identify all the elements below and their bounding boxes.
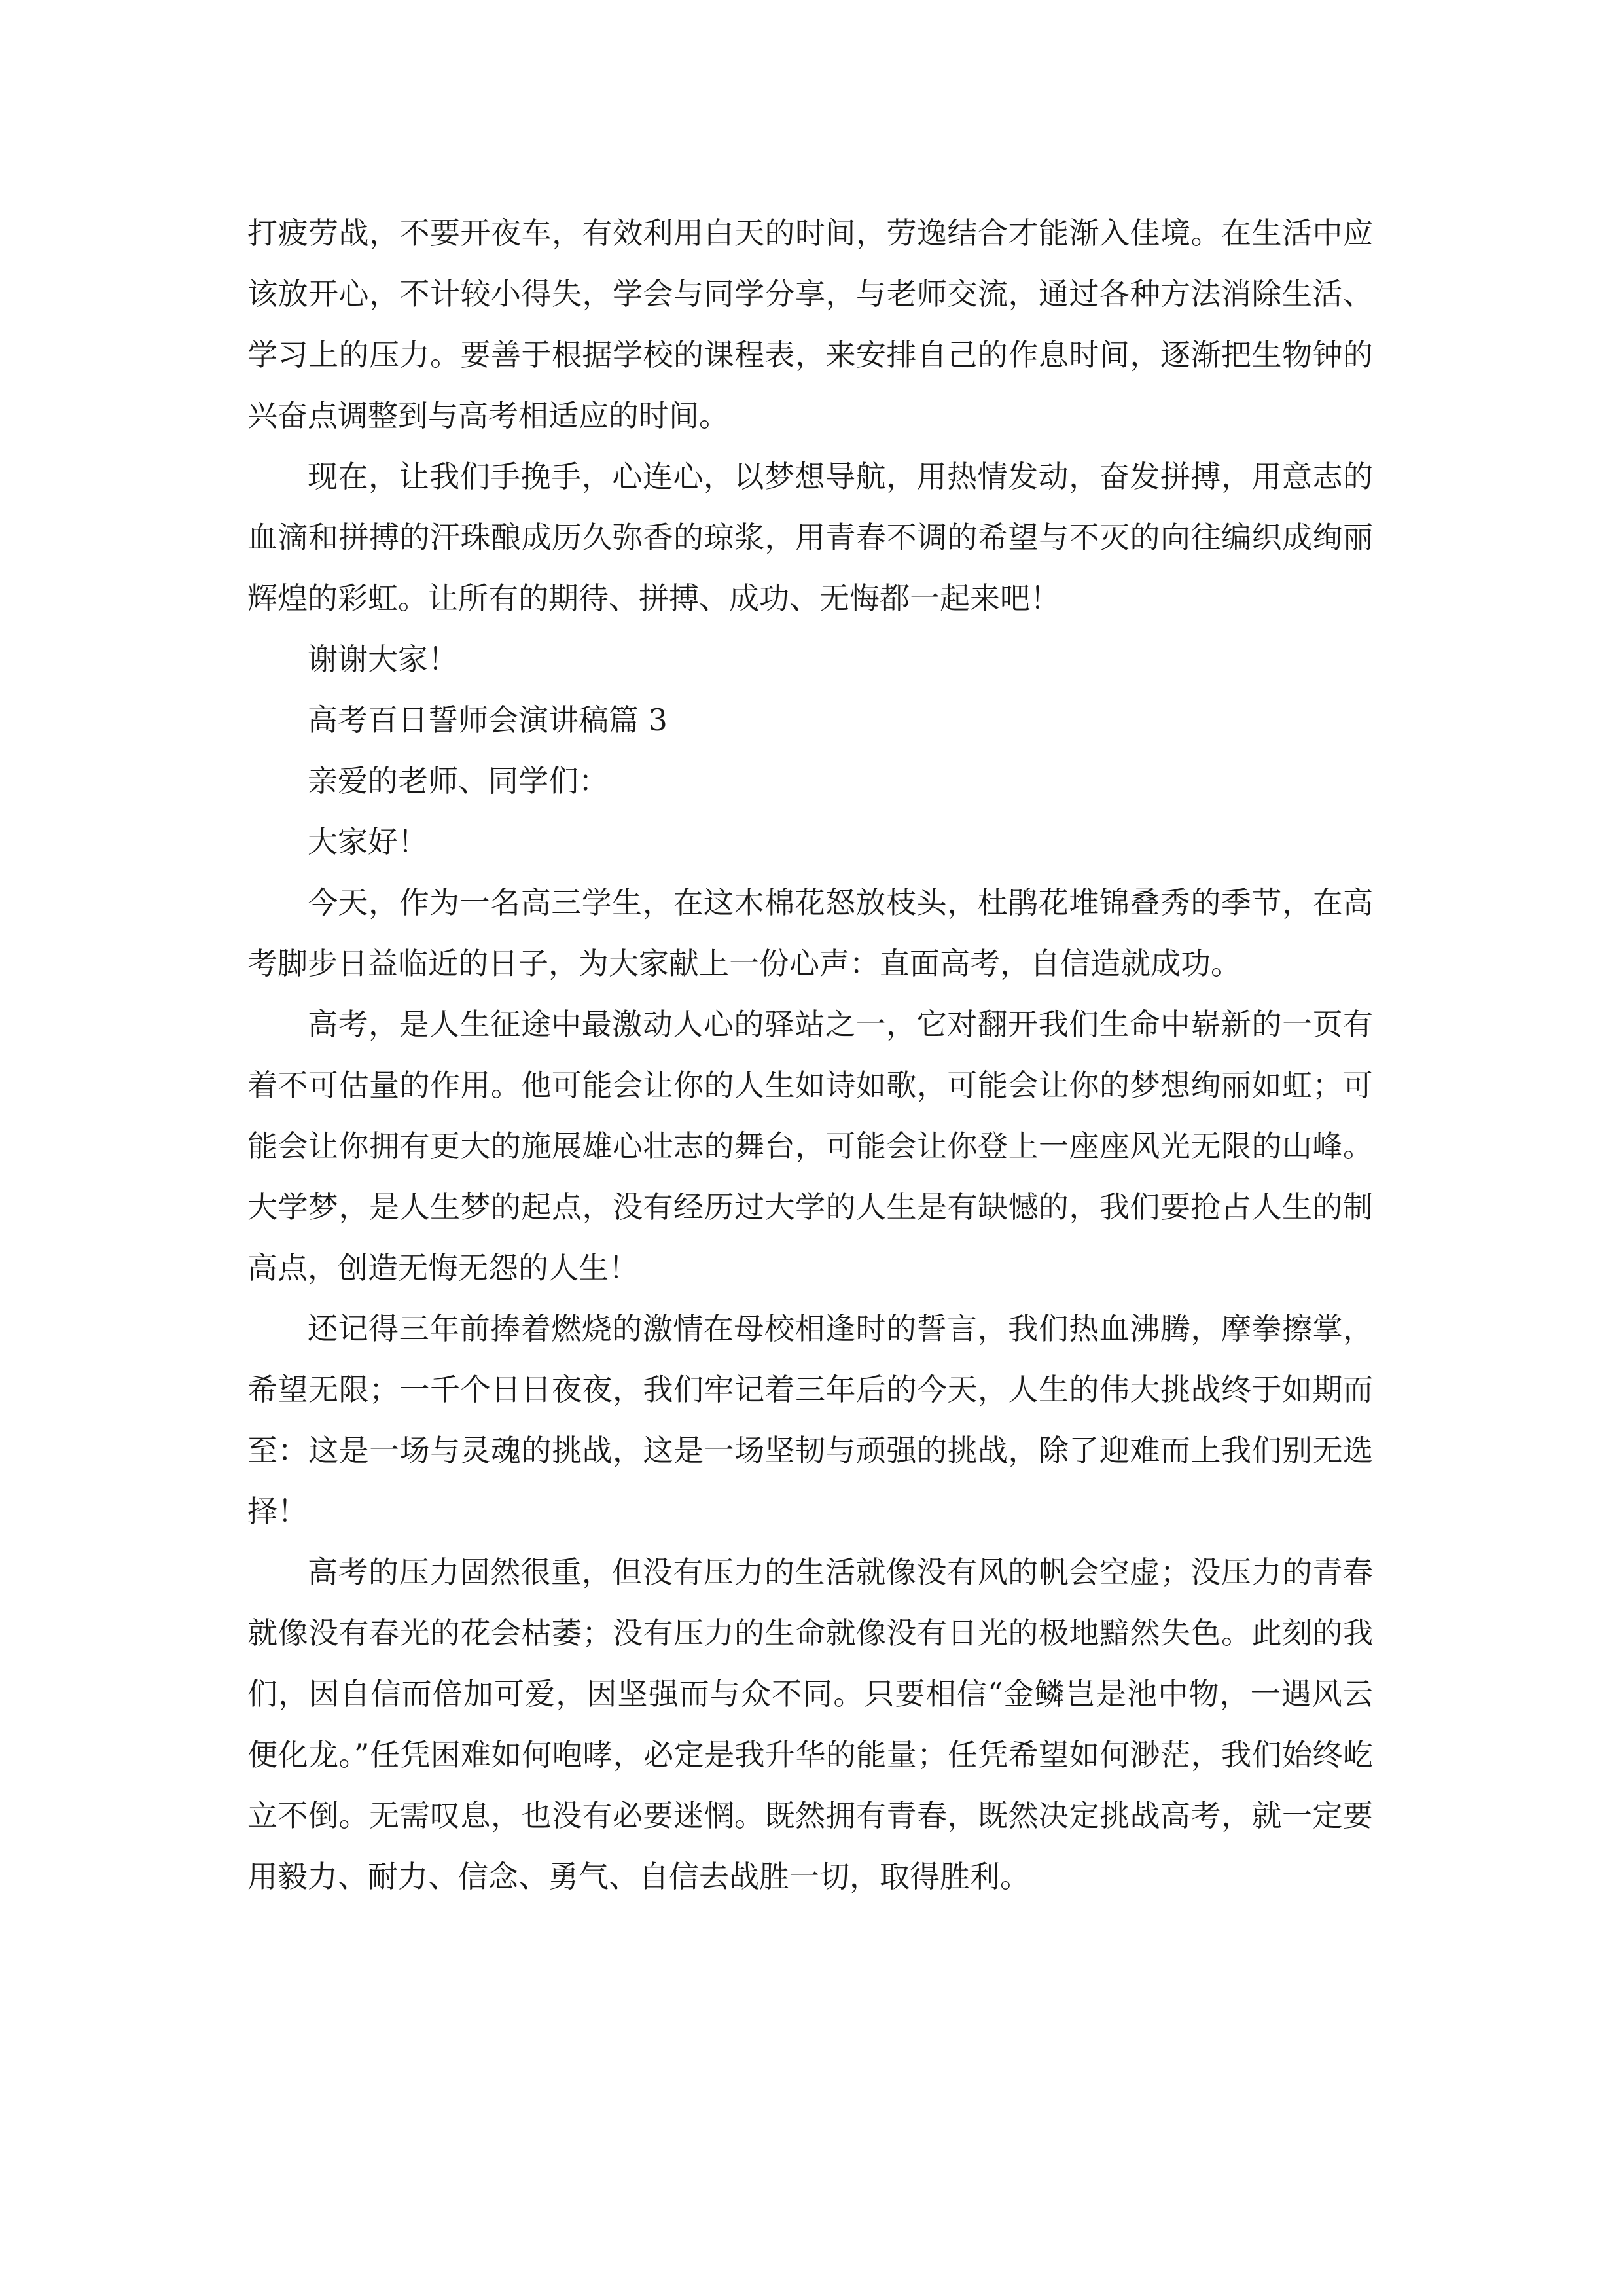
section-heading: 高考百日誓师会演讲稿篇 3 xyxy=(308,702,668,738)
paragraph-continuation: 打疲劳战，不要开夜车，有效利用白天的时间，劳逸结合才能渐入佳境。在生活中应该放开心，不计较小得失，学会与同学分享，与老师交流，通过各种方法消除生活、学习上的压力。要善于根据学校的课程表，来安排自己的作息时间，逐渐把生物钟的兴奋点调整到与高考相适应的时间。 xyxy=(247,215,1373,433)
paragraph: 高考的压力固然很重，但没有压力的生活就像没有风的帆会空虚；没压力的青春就像没有春光的花会枯萎；没有压力的生命就像没有日光的极地黯然失色。此刻的我们，因自信而倍加可爱，因坚强而与众不同。只要相信“金鳞岂是池中物，一遇风云便化龙。”任凭困难如何咆哮，必定是我升华的能量；任凭希望如何渺茫，我们始终屹立不倒。无需叹息，也没有必要迷惘。既然拥有青春，既然决定挑战高考，就一定要用毅力、耐力、信念、勇气、自信去战胜一切，取得胜利。 xyxy=(247,1554,1373,1894)
paragraph: 今天，作为一名高三学生，在这木棉花怒放枝头，杜鹃花堆锦叠秀的季节，在高考脚步日益临近的日子，为大家献上一份心声：直面高考，自信造就成功。 xyxy=(247,885,1373,981)
paragraph-salutation: 亲爱的老师、同学们： xyxy=(308,763,609,798)
paragraph-thanks: 谢谢大家！ xyxy=(308,641,458,677)
paragraph: 现在，让我们手挽手，心连心，以梦想导航，用热情发动，奋发拼搏，用意志的血滴和拼搏的汗珠酿成历久弥香的琼浆，用青春不调的希望与不灭的向往编织成绚丽辉煌的彩虹。让所有的期待、拼搏、成功、无悔都一起来吧！ xyxy=(247,459,1373,616)
paragraph: 还记得三年前捧着燃烧的激情在母校相逢时的誓言，我们热血沸腾，摩拳擦掌，希望无限；一千个日日夜夜，我们牢记着三年后的今天，人生的伟大挑战终于如期而至：这是一场与灵魂的挑战，这是一场坚韧与顽强的挑战，除了迎难而上我们别无选择！ xyxy=(247,1311,1373,1529)
paragraph: 高考，是人生征途中最激动人心的驿站之一，它对翻开我们生命中崭新的一页有着不可估量的作用。他可能会让你的人生如诗如歌，可能会让你的梦想绚丽如虹；可能会让你拥有更大的施展雄心壮志的舞台，可能会让你登上一座座风光无限的山峰。大学梦，是人生梦的起点，没有经历过大学的人生是有缺憾的，我们要抢占人生的制高点，创造无悔无怨的人生！ xyxy=(247,1007,1373,1285)
document-body xyxy=(247,203,1373,1907)
paragraph-greeting: 大家好！ xyxy=(308,824,428,859)
